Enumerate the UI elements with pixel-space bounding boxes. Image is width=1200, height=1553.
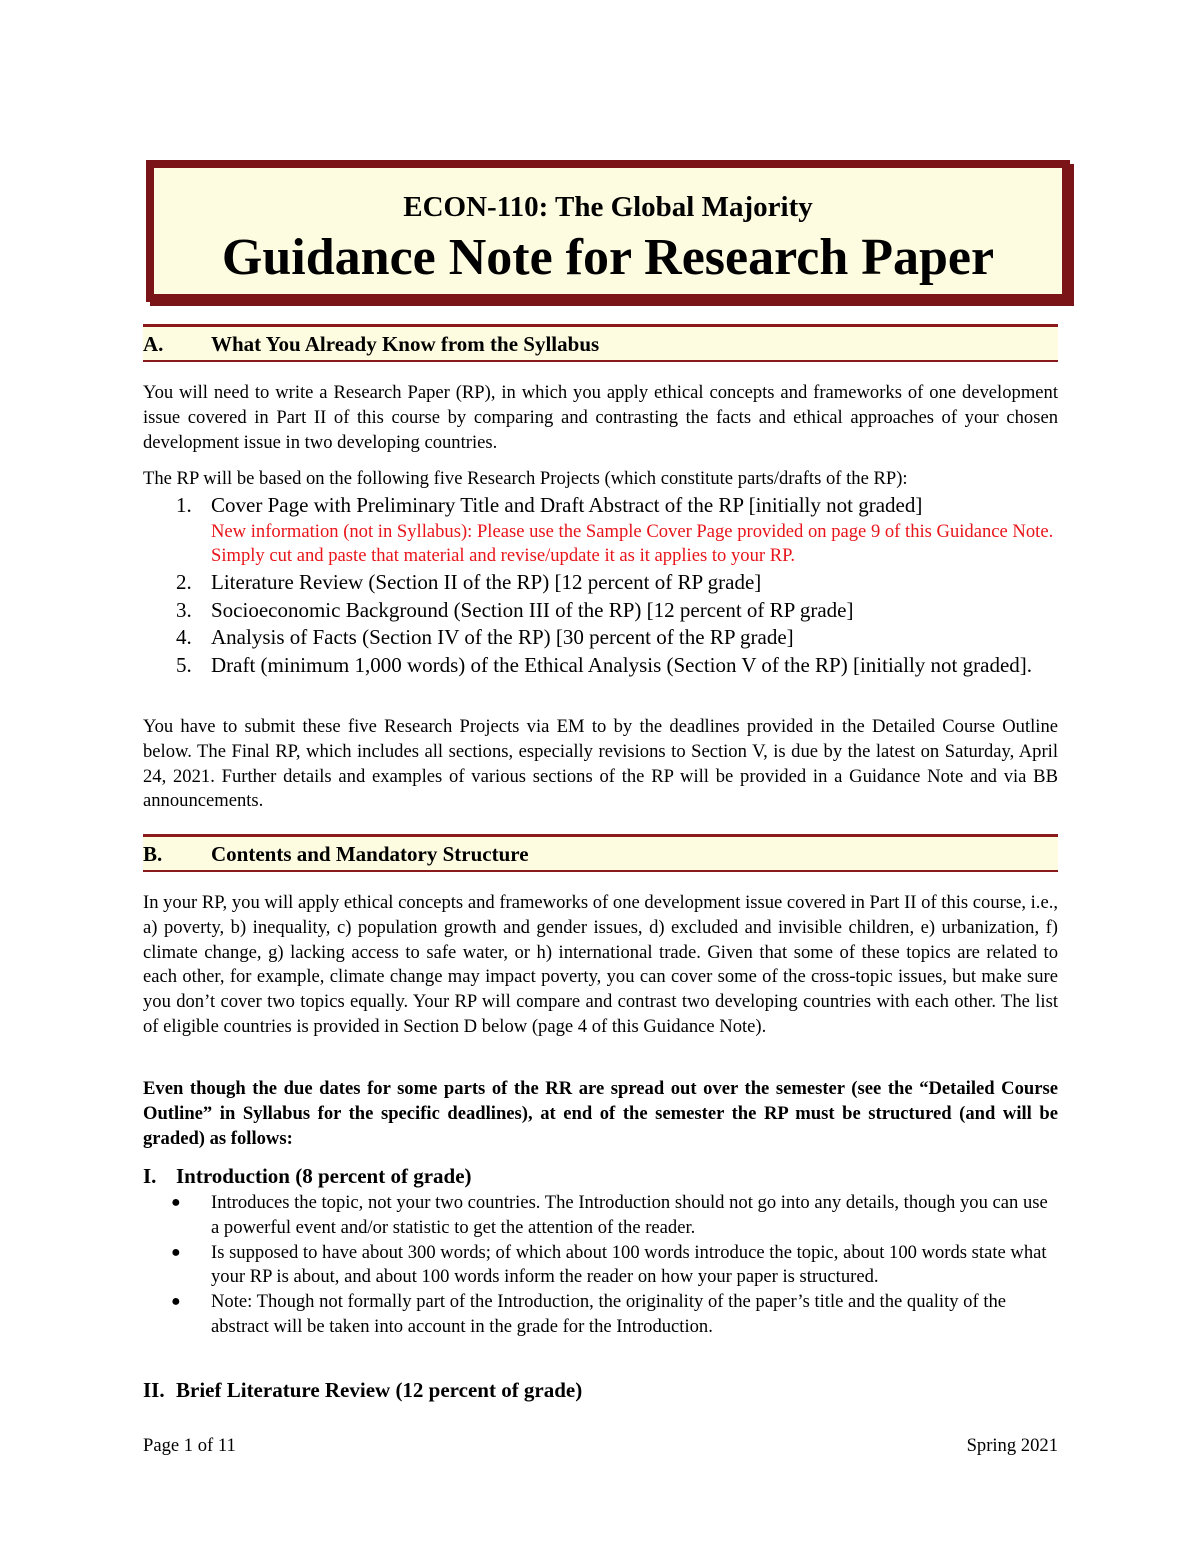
list-number: 3.	[176, 597, 192, 622]
introduction-bullets	[143, 1191, 1058, 1340]
section-b-letter: B.	[143, 842, 163, 866]
section-b-header	[143, 834, 1058, 872]
bullet-icon: ●	[171, 1194, 181, 1211]
bullet-icon: ●	[171, 1293, 181, 1311]
list-item	[143, 492, 1058, 569]
list-number: 1.	[176, 493, 192, 517]
section-a-heading: What You Already Know from the Syllabus	[211, 332, 600, 356]
bullet-item	[143, 1191, 1058, 1241]
bullet-item	[143, 1241, 1058, 1291]
title-box	[146, 160, 1070, 302]
bullet-item	[143, 1290, 1058, 1340]
roman-numeral: I.	[143, 1164, 157, 1188]
list-item	[143, 569, 1058, 597]
list-item	[143, 597, 1058, 625]
subsection-introduction-heading	[143, 1162, 1058, 1190]
term-label: Spring 2021	[966, 1435, 1058, 1456]
section-b-paragraph-1: In your RP, you will apply ethical concepts and frameworks of one development issue covered in Part II of this course, i.e., a) poverty, b) inequality, c) population growth and gender issues, d) excluded and invisible children, e) urbanization, f) climate change, g) lacking access to safe water, or h) international trade. Given that some of these topics are related to each other, for example, climate change may impact poverty, you can cover some of the cross-topic issues, but make sure you don’t cover two topics equally. Your RP will compare and contrast two developing countries with each other. The list of eligible countries is provided in Section D below (page 4 of this Guidance Note).	[143, 892, 1058, 1037]
list-item-text: Analysis of Facts (Section IV of the RP) [30 percent of the RP grade]	[211, 625, 794, 650]
section-b-heading: Contents and Mandatory Structure	[211, 842, 529, 866]
section-a-header	[143, 324, 1058, 362]
new-information-note: New information (not in Syllabus): Please use the Sample Cover Page provided on page 9 of this Guidance Note. Simply cut and paste that material and revise/update it as it applies to your RP.	[211, 520, 1054, 567]
page-number: Page 1 of 11	[143, 1435, 236, 1456]
document-title: Guidance Note for Research Paper	[221, 229, 995, 286]
section-b-paragraph-2: Even though the due dates for some parts of the RR are spread out over the semester (see the “Detailed Course Outline” in Syllabus for the specific deadlines), at end of the semester the RP must be structured (and will be graded) as follows:	[143, 1078, 1058, 1149]
list-item	[143, 624, 1058, 652]
bullet-text: Note: Though not formally part of the Introduction, the originality of the paper’s title and the quality of the abstract will be taken into account in the grade for the Introduction.	[211, 1291, 1007, 1337]
subsection-title: Brief Literature Review (12 percent of grade)	[176, 1378, 583, 1402]
section-a-paragraph-3: You have to submit these five Research Projects via EM to by the deadlines provided in the Detailed Course Outline below. The Final RP, which includes all sections, especially revisions to Section V, is due by the latest on Saturday, April 24, 2021. Further details and examples of various sections of the RP will be provided in a Guidance Note and via BB announcements.	[143, 716, 1058, 812]
bullet-text: Introduces the topic, not your two countries. The Introduction should not go into any details, though you can use a powerful event and/or statistic to get the attention of the reader.	[211, 1192, 1048, 1238]
section-a-paragraph-2: The RP will be based on the following five Research Projects (which constitute parts/drafts of the RP):	[143, 468, 908, 489]
subsection-literature-review-heading	[143, 1376, 1058, 1404]
research-projects-list	[143, 492, 1058, 679]
subsection-title: Introduction (8 percent of grade)	[176, 1164, 472, 1188]
roman-numeral: II.	[143, 1378, 165, 1402]
list-item-text: Socioeconomic Background (Section III of the RP) [12 percent of RP grade]	[211, 597, 854, 622]
list-number: 5.	[176, 652, 192, 677]
bullet-icon: ●	[171, 1243, 181, 1261]
list-item	[143, 652, 1058, 680]
section-a-letter: A.	[143, 332, 164, 356]
course-title: ECON-110: The Global Majority	[403, 191, 813, 223]
bullet-text: Is supposed to have about 300 words; of which about 100 words introduce the topic, about 100 words state what your RP is about, and about 100 words inform the reader on how your paper is structured.	[211, 1241, 1047, 1288]
list-number: 4.	[176, 625, 192, 650]
list-item-text: Literature Review (Section II of the RP) [12 percent of RP grade]	[211, 570, 762, 595]
section-a-paragraph-1: You will need to write a Research Paper (RP), in which you apply ethical concepts and frameworks of one development issue covered in Part II of this course by comparing and contrasting the facts and ethical approaches of your chosen development issue in two developing countries.	[143, 382, 1058, 453]
list-item-text: Cover Page with Preliminary Title and Draft Abstract of the RP [initially not graded]	[211, 493, 923, 517]
list-number: 2.	[176, 570, 192, 595]
list-item-text: Draft (minimum 1,000 words) of the Ethical Analysis (Section V of the RP) [initially not graded].	[211, 652, 1033, 677]
